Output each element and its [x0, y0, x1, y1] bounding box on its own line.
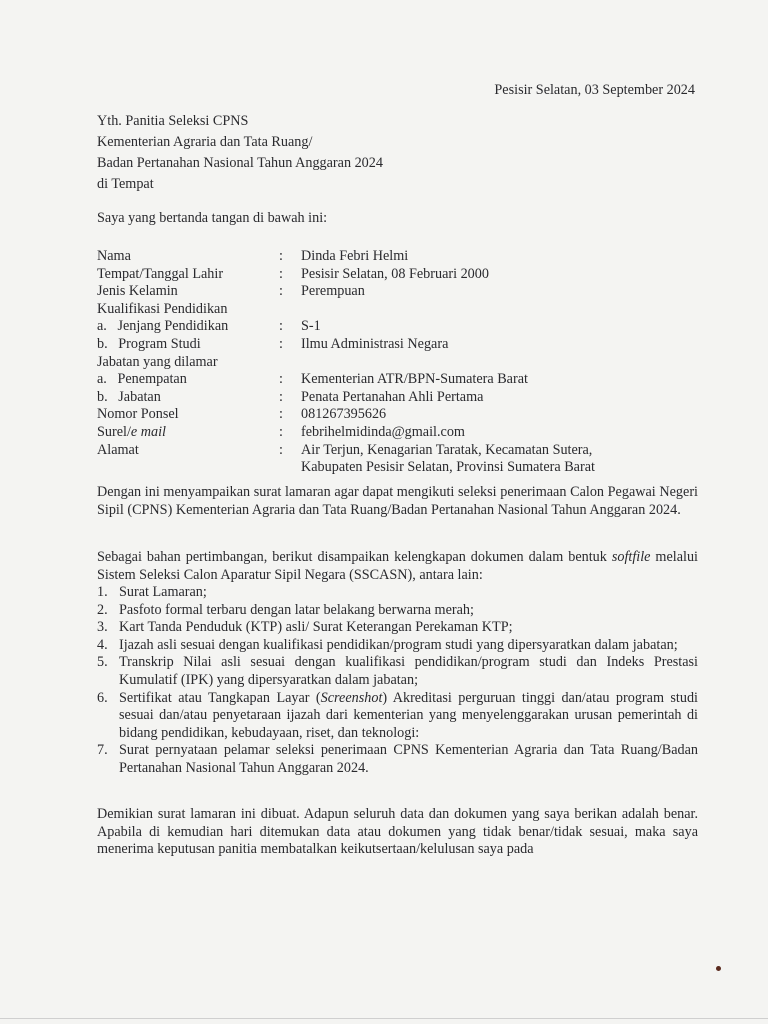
text-italic: Screenshot	[320, 689, 383, 706]
field-value: Ilmu Administrasi Negara	[301, 335, 449, 352]
recipient-block	[97, 113, 383, 197]
list-number: 3.	[97, 619, 108, 636]
address-line: Air Terjun, Kenagarian Taratak, Kecamatan Sutera,	[301, 441, 593, 458]
field-value: 081267395626	[301, 406, 387, 423]
list-item	[97, 654, 698, 689]
field-colon: :	[279, 371, 283, 388]
list-number: 7.	[97, 742, 108, 759]
intro-text: Saya yang bertanda tangan di bawah ini:	[97, 210, 328, 226]
field-colon: :	[279, 423, 283, 440]
list-item	[97, 619, 698, 637]
list-number: 2.	[97, 601, 108, 618]
field-value: Pesisir Selatan, 08 Februari 2000	[301, 265, 489, 282]
recipient-line: Kementerian Agraria dan Tata Ruang/	[97, 134, 313, 150]
address-line: Kabupaten Pesisir Selatan, Provinsi Sumatera Barat	[301, 459, 595, 476]
field-label: Kualifikasi Pendidikan	[97, 300, 228, 317]
field-colon: :	[279, 441, 283, 458]
field-row-jabatan	[97, 389, 697, 407]
list-item	[97, 742, 698, 777]
list-text: Surat pernyataan pelamar seleksi penerimaan CPNS Kementerian Agraria dan Tata Ruang/Badan Pertanahan Nasional Tahun Anggaran 2024.	[119, 742, 698, 776]
field-value: Dinda Febri Helmi	[301, 248, 409, 264]
field-label-plain: Surel/	[97, 423, 131, 440]
text-run: Sebagai bahan pertimbangan, berikut disampaikan kelengkapan dokumen dalam bentuk	[97, 549, 612, 565]
recipient-line: Badan Pertanahan Nasional Tahun Anggaran 2024	[97, 155, 383, 171]
list-item	[97, 602, 698, 620]
field-row-ponsel	[97, 406, 697, 424]
field-label	[97, 424, 279, 442]
list-number: 5.	[97, 654, 108, 671]
text-italic: softfile	[611, 549, 651, 565]
list-number: 6.	[97, 689, 108, 706]
list-text: Kart Tanda Penduduk (KTP) asli/ Surat Keterangan Perekaman KTP;	[119, 619, 513, 636]
list-text: Transkrip Nilai asli sesuai dengan kualifikasi pendidikan/program studi dan Indeks Prestasi Kumulatif (IPK) yang dipersyaratkan dalam jabatan;	[119, 654, 698, 688]
field-row-jenis-kelamin	[97, 283, 697, 301]
field-colon: :	[279, 265, 283, 282]
field-label: Tempat/Tanggal Lahir	[97, 265, 224, 282]
list-text: Surat Lamaran;	[119, 584, 207, 600]
field-row-jenjang	[97, 318, 697, 336]
field-colon: :	[279, 283, 283, 300]
text-run: melalui Sistem Seleksi Calon Aparatur Sipil Negara (SSCASN), antara lain:	[97, 549, 698, 583]
field-colon: :	[279, 248, 283, 264]
field-label: Alamat	[97, 441, 139, 458]
paragraph-documents-intro	[97, 549, 698, 584]
field-value	[301, 442, 697, 477]
field-colon: :	[279, 318, 283, 335]
list-text: Ijazah asli sesuai dengan kualifikasi pendidikan/program studi yang dipersyaratkan dalam jabatan;	[119, 636, 678, 653]
text-run: ) Akreditasi perguruan tinggi dan/atau program studi sesuai dan/atau penyetaraan ijazah dari kementerian yang menyelenggarakan urusan pemerintah di bidang pendidikan, kebudayaan, riset, dan teknologi:	[119, 689, 698, 741]
field-value: Perempuan	[301, 283, 365, 300]
page-edge	[0, 1018, 768, 1019]
list-text: Pasfoto formal terbaru dengan latar belakang berwarna merah;	[119, 601, 474, 618]
field-label: Jenis Kelamin	[97, 283, 178, 300]
field-value: Penata Pertanahan Ahli Pertama	[301, 388, 484, 405]
field-label: b. Program Studi	[97, 335, 201, 352]
field-value: Kementerian ATR/BPN-Sumatera Barat	[301, 371, 528, 388]
field-row-kualifikasi	[97, 301, 697, 319]
field-label: Nama	[97, 248, 131, 264]
field-row-penempatan	[97, 371, 697, 389]
field-label-italic: e mail	[130, 423, 166, 440]
field-label: a. Penempatan	[97, 371, 187, 388]
field-label: Jabatan yang dilamar	[97, 353, 218, 370]
field-row-alamat	[97, 442, 697, 477]
list-number: 1.	[97, 584, 108, 600]
ink-speck	[716, 966, 721, 971]
field-row-ttl	[97, 266, 697, 284]
text-run: Sertifikat atau Tangkapan Layar (	[119, 689, 321, 706]
list-item	[97, 637, 698, 655]
list-number: 4.	[97, 636, 108, 653]
field-label: Nomor Ponsel	[97, 406, 179, 423]
list-item	[97, 584, 698, 602]
field-row-surel	[97, 424, 697, 442]
field-row-nama	[97, 248, 697, 266]
recipient-line: Yth. Panitia Seleksi CPNS	[97, 113, 249, 129]
field-row-jabatan-dilamar	[97, 354, 697, 372]
document-list	[97, 584, 698, 778]
field-value: febrihelmidinda@gmail.com	[301, 423, 465, 440]
applicant-details	[97, 248, 697, 477]
paragraph-purpose: Dengan ini menyampaikan surat lamaran agar dapat mengikuti seleksi penerimaan Calon Pegawai Negeri Sipil (CPNS) Kementerian Agraria dan Tata Ruang/Badan Pertanahan Nasional Tahun Anggaran 2024.	[97, 484, 698, 518]
field-colon: :	[279, 406, 283, 423]
field-colon: :	[279, 388, 283, 405]
field-value: S-1	[301, 318, 321, 335]
list-item	[97, 690, 698, 743]
recipient-line: di Tempat	[97, 176, 154, 192]
field-row-prodi	[97, 336, 697, 354]
date-line: Pesisir Selatan, 03 September 2024	[494, 82, 695, 98]
paragraph-closing: Demikian surat lamaran ini dibuat. Adapun seluruh data dan dokumen yang saya berikan adalah benar. Apabila di kemudian hari ditemukan data atau dokumen yang tidak benar/tidak sesuai, maka saya menerima keputusan panitia membatalkan keikutsertaan/kelulusan saya pada	[97, 806, 698, 858]
list-text	[119, 690, 698, 743]
field-label: a. Jenjang Pendidikan	[97, 318, 229, 335]
field-label: b. Jabatan	[97, 388, 161, 405]
field-colon: :	[279, 335, 283, 352]
